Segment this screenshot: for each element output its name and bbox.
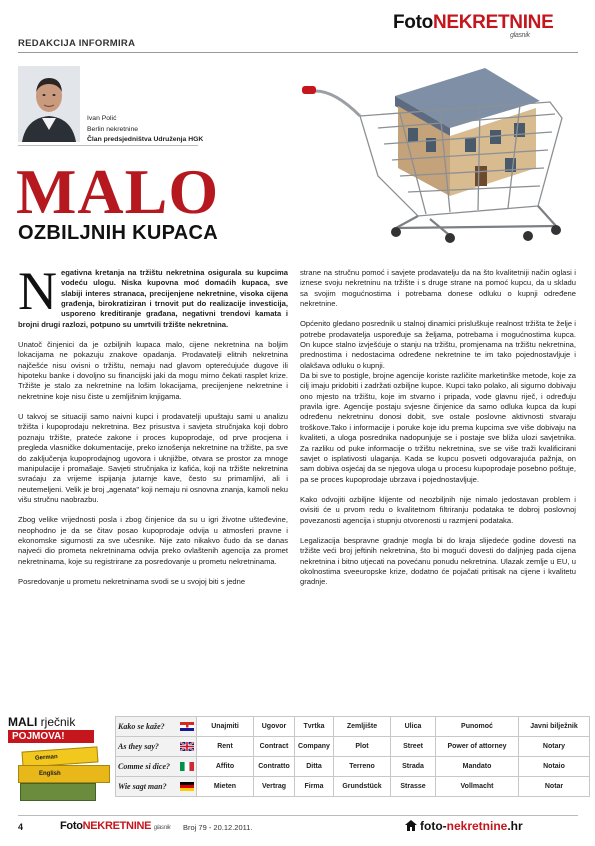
dictionary-title-pojmova: POJMOVA! (8, 730, 94, 743)
author-info (87, 114, 203, 146)
section-heading: REDAKCIJA INFORMIRA (18, 38, 136, 49)
logo-foto: Foto (393, 12, 433, 33)
paragraph: Da bi sve to postigle, brojne agencije koriste različite marketinške metode, koje za cilj imaju pridobiti i zadržati ozbiljne kupce. Kupci tako polako, ali sigurno dobivaju ono mjesto na tržištu, koje im stvarno i pripada, vode glavnu riječ, i određuju pravila igre. Agencije postaju svjesne činjenice da samo odluka kupca da kupi određenu nekretninu donosi dobit, sve ostale poslovne aktivnosti stvaraju troškove.Tako i informacije i poruke koje idu prema kupcima sve više dobivaju na kvaliteti, a uloga posrednika nadopunjuje se i postaje sve bliža ulozi savjetnika. Za razliku od puke informacije o tržištu nekretnina, sve se više traži kvalificirani savjet o isplativosti ulaganja. Kada se kupcu posveti odgovarajuća pažnja, on sam dobiva osjećaj da se njegova uloga u procesu kupoprodaje posebno poštuje, pa se proces kupoprodaje ubrzava i pojednostavljuje. (300, 371, 576, 484)
dictionary-term: Ulica (391, 717, 436, 737)
dictionary-title-mali: MALI (8, 715, 38, 729)
dictionary-row (116, 757, 590, 777)
croatia-flag-icon (177, 722, 194, 732)
germany-flag-icon (177, 782, 194, 792)
dictionary-question (116, 717, 197, 737)
dictionary-question (116, 757, 197, 777)
paragraph: Kako odvojiti ozbiljne klijente od neozbiljnih nije nimalo jedostavan problem i ovisiti će u prvom redu o kvalitetnom filtriranju podataka te dobroj poslovnoj povezanosti agencija i stupnju otvorenosti u razmjeni podataka. (300, 494, 576, 525)
dictionary-term: Zemljište (334, 717, 391, 737)
article-subtitle: OZBILJNIH KUPACA (18, 222, 218, 244)
paragraph: strane na stručnu pomoć i savjete prodavatelju da na što kvalitetniji način oglasi i iznese svoju nekretninu na tržište i s druge strane na pomoć kupcu, da u skladu sa svojim mogućnostima i potrebama donese odluku o kupnji određene nekretnine. (300, 268, 576, 309)
footer-logo[interactable] (60, 820, 170, 832)
issue-info: Broj 79 - 20.12.2011. (183, 823, 253, 832)
dictionary-term: Unajmiti (197, 717, 254, 737)
header-rule (18, 52, 578, 53)
dictionary-box (8, 715, 118, 805)
header-logo[interactable] (393, 12, 553, 34)
dictionary-term: Plot (334, 737, 391, 757)
article-column-1 (18, 261, 288, 597)
paragraph: Posredovanje u prometu nekretninama svodi se u svojoj biti s jedne (18, 576, 246, 586)
dictionary-question-text: Wie sagt man? (118, 781, 167, 791)
dictionary-term: Strasse (391, 777, 436, 797)
site-prefix: foto- (420, 819, 447, 833)
paragraph: Unatoč činjenici da je ozbiljnih kupaca malo, cijene nekretnina na boljim lokacijama ne pokazuju znakove opadanja. Prodavatelji elitnih nekretnina najčešće nisu ovisni o tržištu, nemaju nad glavom opterećujuće dugove ili hipoteku banke i dovoljno su financijski jaki da mogu mirno čekati rasplet krize. Tržište je stalo za nekretnine na lošim lokacijama, precijenjene nekretnine i nekretnine koje nisu čiste u zemljišnim knjigama. (18, 340, 288, 401)
dictionary-term: Punomoć (436, 717, 519, 737)
dictionary-term: Street (391, 737, 436, 757)
dictionary-title (8, 715, 118, 729)
dictionary-term: Strada (391, 757, 436, 777)
dictionary-term: Tvrtka (295, 717, 334, 737)
dictionary-term: Power of attorney (436, 737, 519, 757)
dictionary-table-wrap (115, 716, 590, 797)
dictionary-row (116, 777, 590, 797)
logo-glasnik: glasnik (510, 32, 530, 39)
dictionary-term: Terreno (334, 757, 391, 777)
dictionary-question-text: Kako se kaže? (118, 721, 165, 731)
dictionary-term: Mandato (436, 757, 519, 777)
dictionary-title-rjecnik: rječnik (40, 715, 76, 729)
dictionary-term: Rent (197, 737, 254, 757)
author-role: Član predsjedništva Udruženja HGK (87, 136, 204, 143)
author-rule (18, 145, 198, 146)
site-main: nekretnine (446, 819, 508, 833)
author-name: Ivan Polić (87, 115, 117, 122)
uk-flag-icon (177, 742, 194, 752)
site-suffix: .hr (507, 819, 523, 833)
logo-nekretnine: NEKRETNINE (432, 12, 554, 33)
lead-paragraph (18, 261, 288, 330)
author-photo (18, 66, 80, 142)
home-icon (405, 820, 417, 834)
dictionary-term: Contract (254, 737, 295, 757)
footer-site[interactable] (405, 819, 523, 834)
green-book (20, 783, 96, 801)
dictionary-term: Javni bilježnik (519, 717, 590, 737)
dropcap: N (18, 261, 57, 321)
footer-logo-glasnik: glasnik (153, 825, 171, 831)
paragraph: Zbog velike vrijednosti posla i zbog činjenice da su u igri životne ušteđevine, neophodno je da se čitav posao kupoprodaje odvija u atmosferi pravne i ekonomske sigurnosti za sve učesnike. Nije zato nikakvo čudo da se danas najveći dio prometa nekretninama odvija preko ovlaštenih agencija za promet nekretninama, koje su registrirane za posredovanje u prometu nekretninama. (18, 515, 288, 566)
footer-rule (18, 815, 578, 816)
cart-house-illustration (300, 56, 590, 246)
dictionary-question (116, 777, 197, 797)
dictionary-term: Affito (197, 757, 254, 777)
dictionary-term: Grundstück (334, 777, 391, 797)
paragraph: Općenito gledano posrednik u stalnoj dinamici prisluškuje realnost tržišta te želje i potrebe prodavatelja uspoređuje sa željama, potrebama i mogućnostima kupca. On kupce stalno izvješćuje o stanju na tržištu, promjenama na tržištu nekretnina, prednostima i nedostacima određene nekretnine te im tako pojednostavljuje i olakšava odluku o kupnji. (300, 319, 576, 370)
dictionary-row (116, 717, 590, 737)
english-book: English (18, 765, 110, 783)
article-title: MALO (16, 156, 220, 227)
lead-text: egativna kretanja na tržištu nekretnina osigurala su kupcima vodeću ulogu. Niska kupovna moć domaćih kupaca, sve slabiji interes stranaca, precijenjene nekretnine, visoka cijena građenja, birokratiziran i trnovit put do realizacije investicija, usporeno kreditiranje građana, negativni trendovi kamata i brojni drugi razlozi, potpuno su umrtvili tržište nekretnina. (18, 268, 288, 329)
italy-flag-icon (177, 762, 194, 772)
german-book: German (22, 746, 99, 767)
footer-logo-nekretnine: NEKRETNINE (82, 820, 152, 832)
dictionary-term: Mieten (197, 777, 254, 797)
article-column-2 (300, 268, 576, 598)
dictionary-table (115, 716, 590, 797)
dictionary-term: Notar (519, 777, 590, 797)
dictionary-term: Company (295, 737, 334, 757)
paragraph: U takvoj se situaciji samo naivni kupci i prodavatelji upuštaju sami u analizu tržišta i kupoprodaju nekretnina. Bez prisustva i savjeta stručnjaka koji dobro poznaju tržište, prateće zakone i proces kupoprodaje, od prve procjena i pregleda vlasničke dokumentacije, preko iznošenja nekretnine na tržište, pa sve do zaključenja kupoprodajnog ugovora i uknjižbe, otvara se prostor za mnoge manipulacije i promašaje. Savjeti stručnjaka iz kafića, koji na tržište nekretnina svraćaju za vrijeme ispijanja jutarnje kave, često su primamljivi, ali i neutemeljeni. Velik je broj „agenata" koji nemaju ni osnovna znanja, kamoli neku višu stručnu naobrazbu. (18, 412, 288, 504)
author-company: Berlin nekretnine (87, 125, 139, 133)
dictionary-term: Ugovor (254, 717, 295, 737)
dictionary-question-text: Comme si dice? (118, 761, 170, 771)
dictionary-term: Vollmacht (436, 777, 519, 797)
dictionary-term: Ditta (295, 757, 334, 777)
dictionary-row (116, 737, 590, 757)
dictionary-term: Notary (519, 737, 590, 757)
dictionary-term: Firma (295, 777, 334, 797)
dictionary-term: Contratto (254, 757, 295, 777)
dictionary-question (116, 737, 197, 757)
paragraph: Legalizacija bespravne gradnje mogla bi do kraja slijedeće godine dovesti na tržište veći broj jeftinih nekretnina, što bi mogući dovesti do daljnjeg pada cijena nekretnina i bitno utjecati na povećanu ponudu nekretnina. Ulazak zemlje u EU, u okolnostima sveeuropske krize, dodatno će pojačati pritisak na cijene i kvalitetu gradnje. (300, 535, 576, 587)
dictionary-term: Vertrag (254, 777, 295, 797)
dictionary-question-text: As they say? (118, 741, 159, 751)
footer-logo-foto: Foto (60, 820, 83, 832)
books-illustration (18, 749, 98, 805)
page-number: 4 (18, 822, 24, 832)
dictionary-term: Notaio (519, 757, 590, 777)
